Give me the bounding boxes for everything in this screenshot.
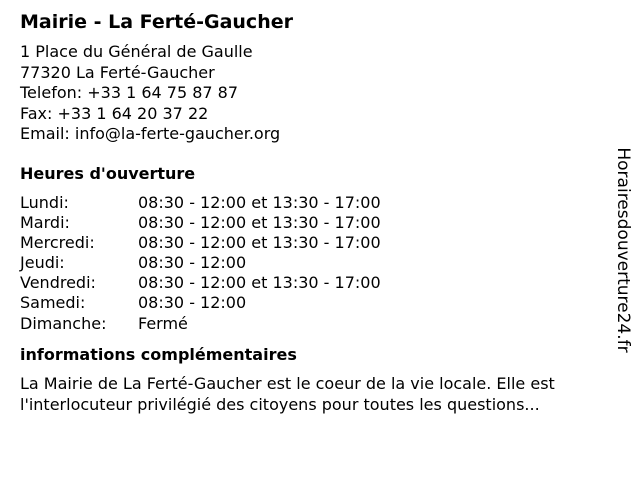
place-title: Mairie - La Ferté-Gaucher: [20, 11, 293, 33]
hours-row-samedi: [20, 293, 610, 313]
brand-watermark: Horairesdouverture24.fr: [613, 147, 633, 353]
hours-day: Mercredi:: [20, 232, 95, 252]
address-block: [20, 42, 610, 145]
hours-time: Fermé: [138, 313, 188, 333]
fax-number: Fax: +33 1 64 20 37 22: [20, 103, 209, 123]
hours-row-vendredi: [20, 273, 610, 293]
additional-info-heading: informations complémentaires: [20, 344, 297, 364]
hours-day: Dimanche:: [20, 313, 107, 333]
hours-row-jeudi: [20, 253, 610, 273]
hours-day: Samedi:: [20, 293, 86, 313]
hours-day: Vendredi:: [20, 273, 96, 293]
address-street: 1 Place du Général de Gaulle: [20, 42, 253, 61]
opening-hours-heading: Heures d'ouverture: [20, 163, 196, 183]
opening-hours-table: [20, 193, 610, 334]
hours-time: 08:30 - 12:00: [138, 293, 247, 313]
hours-row-dimanche: [20, 314, 610, 334]
hours-time: 08:30 - 12:00: [138, 253, 247, 273]
hours-day: Jeudi:: [20, 253, 65, 273]
email-address: Email: info@la-ferte-gaucher.org: [20, 124, 281, 143]
additional-info-text: La Mairie de La Ferté-Gaucher est le coeur de la vie locale. Elle est l'interlocuteur privilégié des citoyens pour toutes les questions...: [20, 373, 555, 414]
hours-day: Lundi:: [20, 192, 69, 212]
hours-time: 08:30 - 12:00 et 13:30 - 17:00: [138, 192, 381, 212]
hours-day: Mardi:: [20, 212, 70, 232]
hours-time: 08:30 - 12:00 et 13:30 - 17:00: [138, 232, 381, 252]
hours-time: 08:30 - 12:00 et 13:30 - 17:00: [138, 273, 381, 293]
hours-row-lundi: [20, 193, 610, 213]
place-card: [20, 10, 610, 415]
hours-time: 08:30 - 12:00 et 13:30 - 17:00: [138, 212, 381, 232]
hours-row-mercredi: [20, 233, 610, 253]
address-city: 77320 La Ferté-Gaucher: [20, 62, 215, 82]
phone-number: Telefon: +33 1 64 75 87 87: [20, 83, 239, 102]
hours-row-mardi: [20, 213, 610, 233]
